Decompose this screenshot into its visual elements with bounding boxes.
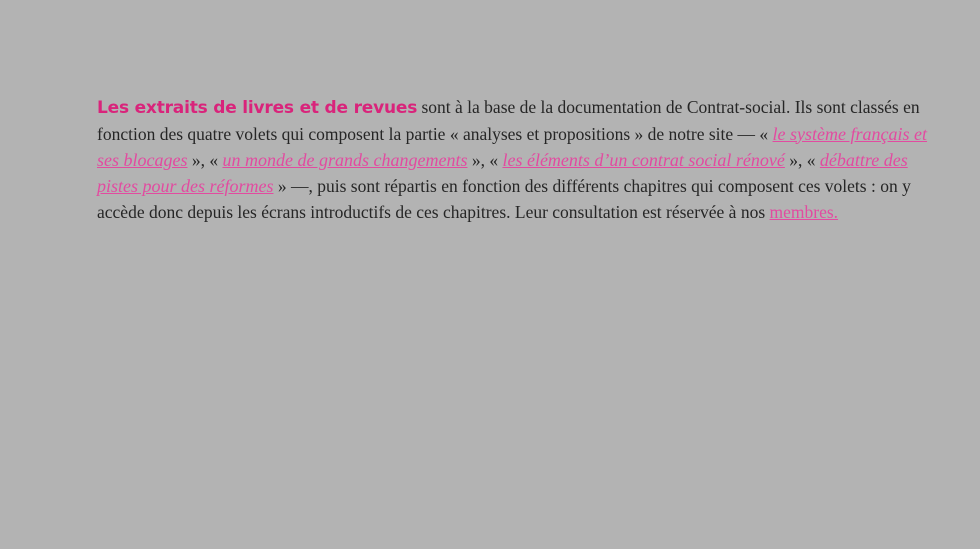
intro-text-segment-4: », « (784, 149, 820, 170)
link-monde-grands-changements[interactable]: un monde de grands changements (222, 149, 468, 170)
link-debattre-pistes-reformes[interactable]: débattre des pistes pour des réformes (97, 149, 908, 196)
link-systeme-francais[interactable]: le système français et ses blocages (97, 123, 928, 170)
intro-text-segment-3: », « (467, 149, 503, 170)
intro-text-segment-1: sont à la base de la documentation de Contrat-social. Ils sont classés en fonction des quatre volets qui composent la partie « analyses et propositions » de notre site — « (97, 96, 920, 144)
intro-heading: Les extraits de livres et de revues (97, 97, 418, 118)
intro-text-segment-2: », « (187, 149, 223, 170)
intro-paragraph (97, 94, 945, 225)
link-elements-contrat-social[interactable]: les éléments d’un contrat social rénové (502, 149, 785, 170)
link-membres[interactable]: membres. (769, 201, 839, 222)
intro-text-segment-5: » —, puis sont répartis en fonction des différents chapitres qui composent ces volets : on y accède donc depuis les écrans introductifs de ces chapitres. Leur consultation est réservée à nos (97, 175, 911, 222)
